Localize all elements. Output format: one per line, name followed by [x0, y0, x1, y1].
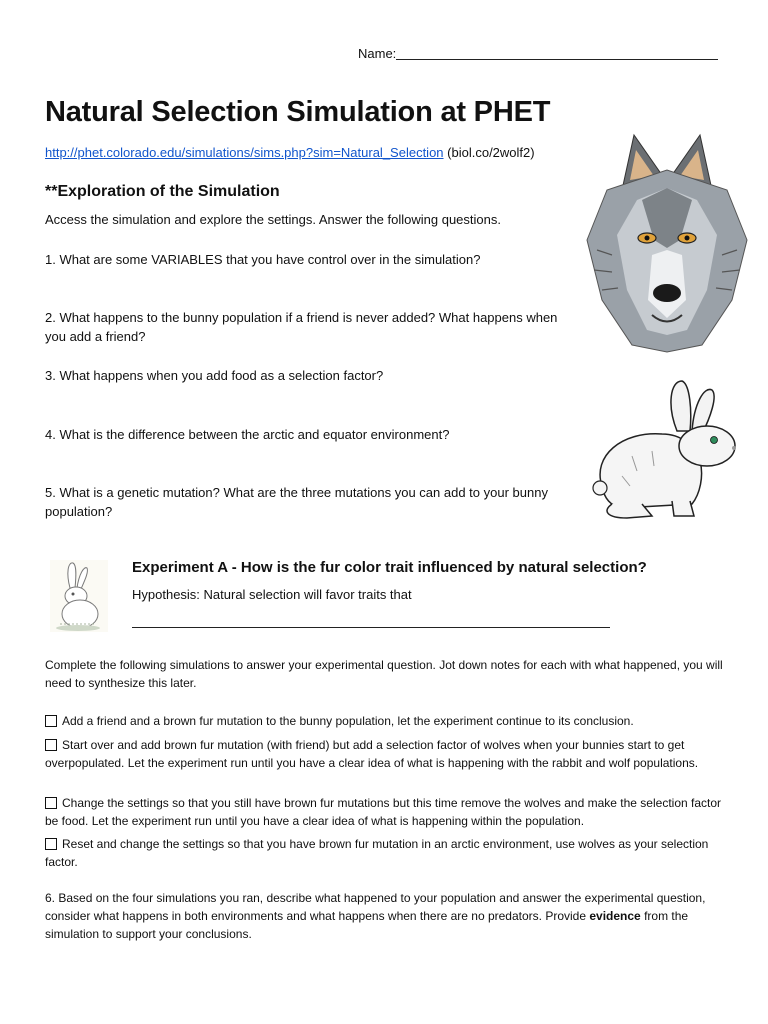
exploration-intro: Access the simulation and explore the settings. Answer the following questions.: [45, 212, 501, 227]
task-2-text: Start over and add brown fur mutation (with friend) but add a selection factor of wolves when your bunnies start to get overpopulated. Let the experiment run until you have a clear idea of what is happening with the rabbit and wolf populations.: [45, 738, 699, 770]
small-bunny-icon: [48, 558, 110, 634]
question-6-text-b: from the simulation to support your conclusions.: [45, 909, 689, 941]
task-3-checkbox[interactable]: [45, 797, 57, 809]
task-1: [45, 712, 735, 730]
hypothesis-answer-line[interactable]: [132, 627, 610, 628]
rabbit-icon: [582, 376, 742, 521]
question-5: 5. What is a genetic mutation? What are the three mutations you can add to your bunny population?: [45, 485, 548, 519]
task-2-checkbox[interactable]: [45, 739, 57, 751]
task-4-checkbox[interactable]: [45, 838, 57, 850]
question-6: [45, 889, 735, 943]
name-label: Name:: [358, 46, 397, 61]
task-1-text: Add a friend and a brown fur mutation to the bunny population, let the experiment continue to its conclusion.: [62, 714, 634, 728]
question-1: 1. What are some VARIABLES that you have control over in the simulation?: [45, 252, 481, 267]
exploration-heading: **Exploration of the Simulation: [45, 183, 280, 200]
task-4-text: Reset and change the settings so that you have brown fur mutation in an arctic environment, use wolves as your selection factor.: [45, 837, 709, 869]
question-4: 4. What is the difference between the arctic and equator environment?: [45, 427, 450, 442]
task-2: [45, 736, 735, 772]
question-6-evidence: evidence: [589, 909, 641, 923]
short-link: (biol.co/2wolf2): [447, 145, 535, 160]
name-blank-line[interactable]: [396, 47, 718, 60]
question-6-text-a: 6. Based on the four simulations you ran, describe what happened to your population and answer the experimental question, consider what happens in both environments and what happens when there are no predators. Provide: [45, 891, 706, 923]
phet-link[interactable]: http://phet.colorado.edu/simulations/sims.php?sim=Natural_Selection: [45, 145, 444, 160]
task-4: [45, 835, 735, 871]
hypothesis-text: Hypothesis: Natural selection will favor traits that: [132, 587, 412, 602]
task-3: [45, 794, 735, 830]
wolf-icon: [582, 130, 752, 355]
name-field[interactable]: [358, 46, 718, 61]
link-row: [45, 145, 535, 160]
page-title: Natural Selection Simulation at PHET: [45, 96, 551, 128]
question-2: 2. What happens to the bunny population if a friend is never added? What happens when you add a friend?: [45, 310, 558, 344]
experiment-title: Experiment A - How is the fur color trait influenced by natural selection?: [132, 559, 647, 576]
question-3: 3. What happens when you add food as a selection factor?: [45, 368, 384, 383]
task-1-checkbox[interactable]: [45, 715, 57, 727]
experiment-instructions: Complete the following simulations to answer your experimental question. Jot down notes for each with what happened, you will need to synthesize this later.: [45, 658, 723, 690]
task-3-text: Change the settings so that you still have brown fur mutations but this time remove the wolves and make the selection factor be food. Let the experiment run until you have a clear idea of what is happening within the population.: [45, 796, 722, 828]
